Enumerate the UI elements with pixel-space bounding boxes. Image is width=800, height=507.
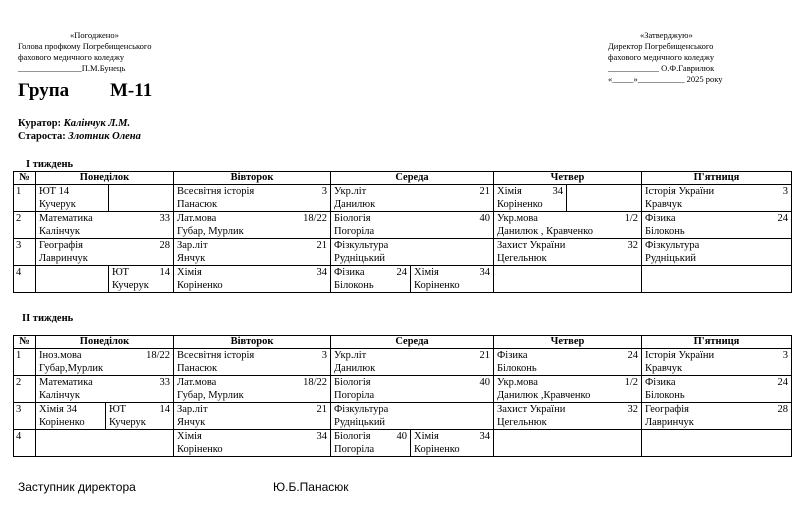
signatory-name: Ю.Б.Панасюк <box>273 480 349 494</box>
thursday-cell <box>494 266 642 293</box>
teacher: Янчук <box>177 253 206 264</box>
subject: Всесвітня історія <box>177 186 255 197</box>
subject: Хімія <box>497 186 522 197</box>
approval-signature: _______________П.М.Бунець <box>18 63 126 73</box>
subject: Географія <box>39 240 83 251</box>
subject: Географія <box>645 404 689 415</box>
teacher: Губар,Мурлик <box>39 363 104 374</box>
teacher: Білоконь <box>497 363 537 374</box>
subject: Математика <box>39 213 93 224</box>
approval-title: «Погоджено» <box>70 30 119 40</box>
teacher: Білоконь <box>334 280 374 291</box>
room: 32 <box>627 404 638 415</box>
subject: Укр.літ <box>334 186 367 197</box>
approval-date: «_____»___________ 2025 року <box>608 74 723 84</box>
curator-block <box>18 117 141 143</box>
tuesday-cell <box>174 185 331 212</box>
header-row <box>14 172 792 185</box>
approval-block-left <box>18 30 151 74</box>
room: 21 <box>316 404 327 415</box>
teacher: Рудніцький <box>645 253 697 264</box>
subject: Фізика <box>334 267 365 278</box>
tuesday-cell <box>174 430 331 457</box>
room: 34 <box>479 431 490 442</box>
row-number: 4 <box>14 430 36 457</box>
subject: Всесвітня історія <box>177 350 255 361</box>
teacher: Білоконь <box>645 390 685 401</box>
week1-schedule-table <box>13 171 792 293</box>
teacher: Данилюк <box>334 199 376 210</box>
room: 33 <box>159 213 170 224</box>
table-row <box>14 349 792 376</box>
room: 32 <box>627 240 638 251</box>
subject: Укр.мова <box>497 377 538 388</box>
room: 24 <box>396 267 407 278</box>
table-row <box>14 266 792 293</box>
table-row <box>14 376 792 403</box>
subject: Фізкультура <box>334 404 389 415</box>
room: 3 <box>782 350 788 361</box>
approval-line: Голова профкому Погребищенського <box>18 41 152 51</box>
wednesday-cell <box>331 403 494 430</box>
monday-cell <box>36 212 174 239</box>
monday-cell-a <box>36 403 106 430</box>
room: 18/22 <box>303 377 327 388</box>
subject: Історія України <box>645 186 715 197</box>
col-tuesday: Вівторок <box>174 172 331 185</box>
thursday-cell-a <box>494 185 567 212</box>
subject: Біологія <box>334 213 371 224</box>
tuesday-cell <box>174 239 331 266</box>
teacher: Цегельнюк <box>497 253 547 264</box>
row-number: 4 <box>14 266 36 293</box>
teacher: Калінчук <box>39 390 81 401</box>
row-number: 1 <box>14 349 36 376</box>
room: 18/22 <box>303 213 327 224</box>
col-monday: Понеділок <box>36 336 174 349</box>
wednesday-cell-a <box>331 266 411 293</box>
room: 24 <box>777 213 788 224</box>
signatory-position: Заступник директора <box>18 480 136 494</box>
room: 34 <box>552 186 563 197</box>
teacher: Кучерук <box>109 417 146 428</box>
subject: ЮТ <box>109 404 126 415</box>
room: 28 <box>777 404 788 415</box>
friday-cell <box>642 212 792 239</box>
teacher: Коріненко <box>497 199 543 210</box>
monday-cell-b <box>109 266 174 293</box>
week2-schedule-table <box>13 335 792 457</box>
teacher: Кучерук <box>39 199 76 210</box>
teacher: Панасюк <box>177 363 218 374</box>
subject: Лат.мова <box>177 377 217 388</box>
subject: Укр.мова <box>497 213 538 224</box>
group-label: Група <box>18 80 70 101</box>
starosta-name: Злотник Олена <box>68 131 141 142</box>
subject: Захист України <box>497 240 566 251</box>
subject: Фізика <box>497 350 528 361</box>
subject: Хімія <box>414 431 439 442</box>
teacher: Коріненко <box>414 280 460 291</box>
subject: Хімія <box>177 431 202 442</box>
room: 40 <box>396 431 407 442</box>
room: 34 <box>316 431 327 442</box>
teacher: Панасюк <box>177 199 218 210</box>
teacher: Данилюк ,Кравченко <box>497 390 591 401</box>
room: 21 <box>479 350 490 361</box>
col-friday: П'ятниця <box>642 336 792 349</box>
room: 3 <box>782 186 788 197</box>
wednesday-cell <box>331 376 494 403</box>
row-number: 3 <box>14 239 36 266</box>
monday-cell <box>36 430 174 457</box>
teacher: Лавринчук <box>39 253 88 264</box>
starosta-label: Староста: <box>18 131 66 142</box>
approval-line: Директор Погребищенського <box>608 41 714 51</box>
wednesday-cell <box>331 349 494 376</box>
thursday-cell <box>494 403 642 430</box>
curator-name: Калінчук Л.М. <box>63 118 131 129</box>
room: 40 <box>479 213 490 224</box>
subject: Зар.літ <box>177 404 208 415</box>
col-monday: Понеділок <box>36 172 174 185</box>
room: 34 <box>479 267 490 278</box>
wednesday-cell-a <box>331 430 411 457</box>
teacher: Білоконь <box>645 226 685 237</box>
teacher: Погоріла <box>334 226 375 237</box>
room: 40 <box>479 377 490 388</box>
room: 3 <box>321 186 327 197</box>
thursday-cell <box>494 212 642 239</box>
approval-line: фахового медичного коледжу <box>608 52 715 62</box>
col-thursday: Четвер <box>494 336 642 349</box>
teacher: Коріненко <box>177 280 223 291</box>
wednesday-cell <box>331 185 494 212</box>
teacher: Коріненко <box>414 444 460 455</box>
friday-cell <box>642 376 792 403</box>
teacher: Коріненко <box>177 444 223 455</box>
friday-cell <box>642 430 792 457</box>
table-row <box>14 430 792 457</box>
teacher: Погоріла <box>334 390 375 401</box>
starosta-line <box>18 130 141 143</box>
subject: Біологія <box>334 377 371 388</box>
tuesday-cell <box>174 212 331 239</box>
teacher: Рудніцький <box>334 417 386 428</box>
table-row <box>14 185 792 212</box>
teacher: Данилюк <box>334 363 376 374</box>
subject: Укр.літ <box>334 350 367 361</box>
row-number: 1 <box>14 185 36 212</box>
col-num: № <box>14 172 36 185</box>
table-row <box>14 403 792 430</box>
wednesday-cell-b <box>411 266 494 293</box>
subject: ЮТ 14 <box>39 186 70 197</box>
friday-cell <box>642 266 792 293</box>
table-row <box>14 239 792 266</box>
col-friday: П'ятниця <box>642 172 792 185</box>
teacher: Погоріла <box>334 444 375 455</box>
thursday-cell <box>494 349 642 376</box>
thursday-cell <box>494 430 642 457</box>
room: 34 <box>316 267 327 278</box>
teacher: Цегельнюк <box>497 417 547 428</box>
monday-cell <box>36 349 174 376</box>
row-number: 2 <box>14 212 36 239</box>
room: 24 <box>777 377 788 388</box>
group-code: М-11 <box>110 80 153 101</box>
thursday-cell <box>494 376 642 403</box>
col-thursday: Четвер <box>494 172 642 185</box>
teacher: Коріненко <box>39 417 85 428</box>
friday-cell <box>642 185 792 212</box>
table-row <box>14 212 792 239</box>
week1-title: І тиждень <box>26 159 74 170</box>
col-wednesday: Середа <box>331 336 494 349</box>
friday-cell <box>642 349 792 376</box>
subject: Математика <box>39 377 93 388</box>
subject: Захист України <box>497 404 566 415</box>
teacher: Губар, Мурлик <box>177 390 244 401</box>
tuesday-cell <box>174 376 331 403</box>
subject: Фізика <box>645 377 676 388</box>
room: 18/22 <box>146 350 170 361</box>
curator-line <box>18 117 141 130</box>
room: 14 <box>159 404 170 415</box>
subject: Хімія <box>177 267 202 278</box>
teacher: Янчук <box>177 417 206 428</box>
subject: Історія України <box>645 350 715 361</box>
subject: Хімія 34 <box>39 404 78 415</box>
room: 3 <box>321 350 327 361</box>
subject: Іноз.мова <box>39 350 82 361</box>
week2-title: ІІ тиждень <box>22 313 74 324</box>
wednesday-cell <box>331 239 494 266</box>
teacher: Кравчук <box>645 199 683 210</box>
subject: ЮТ <box>112 267 129 278</box>
approval-signature: ____________ О.Ф.Гаврилюк <box>608 63 715 73</box>
row-number: 3 <box>14 403 36 430</box>
thursday-cell-b <box>567 185 642 212</box>
room: 21 <box>316 240 327 251</box>
monday-cell-b <box>106 403 174 430</box>
teacher: Калінчук <box>39 226 81 237</box>
col-wednesday: Середа <box>331 172 494 185</box>
subject: Фізкультура <box>334 240 389 251</box>
teacher: Губар, Мурлик <box>177 226 244 237</box>
room: 24 <box>627 350 638 361</box>
room: 14 <box>159 267 170 278</box>
friday-cell <box>642 239 792 266</box>
friday-cell <box>642 403 792 430</box>
teacher: Лавринчук <box>645 417 694 428</box>
room: 21 <box>479 186 490 197</box>
col-num: № <box>14 336 36 349</box>
wednesday-cell <box>331 212 494 239</box>
group-title <box>18 80 153 102</box>
monday-cell-a <box>36 266 109 293</box>
subject: Лат.мова <box>177 213 217 224</box>
teacher: Кравчук <box>645 363 683 374</box>
room: 1/2 <box>624 377 638 388</box>
tuesday-cell <box>174 403 331 430</box>
wednesday-cell-b <box>411 430 494 457</box>
approval-block-right <box>608 30 723 85</box>
room: 33 <box>159 377 170 388</box>
room: 28 <box>159 240 170 251</box>
header-row <box>14 336 792 349</box>
thursday-cell <box>494 239 642 266</box>
monday-cell <box>36 239 174 266</box>
approval-title: «Затверджую» <box>640 30 693 40</box>
subject: Фізкультура <box>645 240 700 251</box>
teacher: Кучерук <box>112 280 149 291</box>
tuesday-cell <box>174 349 331 376</box>
approval-line: фахового медичного коледжу <box>18 52 125 62</box>
monday-cell-a <box>36 185 109 212</box>
subject: Біологія <box>334 431 371 442</box>
teacher: Рудніцький <box>334 253 386 264</box>
subject: Хімія <box>414 267 439 278</box>
subject: Зар.літ <box>177 240 208 251</box>
curator-label: Куратор: <box>18 118 62 129</box>
subject: Фізика <box>645 213 676 224</box>
room: 1/2 <box>624 213 638 224</box>
monday-cell-b <box>109 185 174 212</box>
monday-cell <box>36 376 174 403</box>
col-tuesday: Вівторок <box>174 336 331 349</box>
teacher: Данилюк , Кравченко <box>497 226 593 237</box>
row-number: 2 <box>14 376 36 403</box>
tuesday-cell <box>174 266 331 293</box>
